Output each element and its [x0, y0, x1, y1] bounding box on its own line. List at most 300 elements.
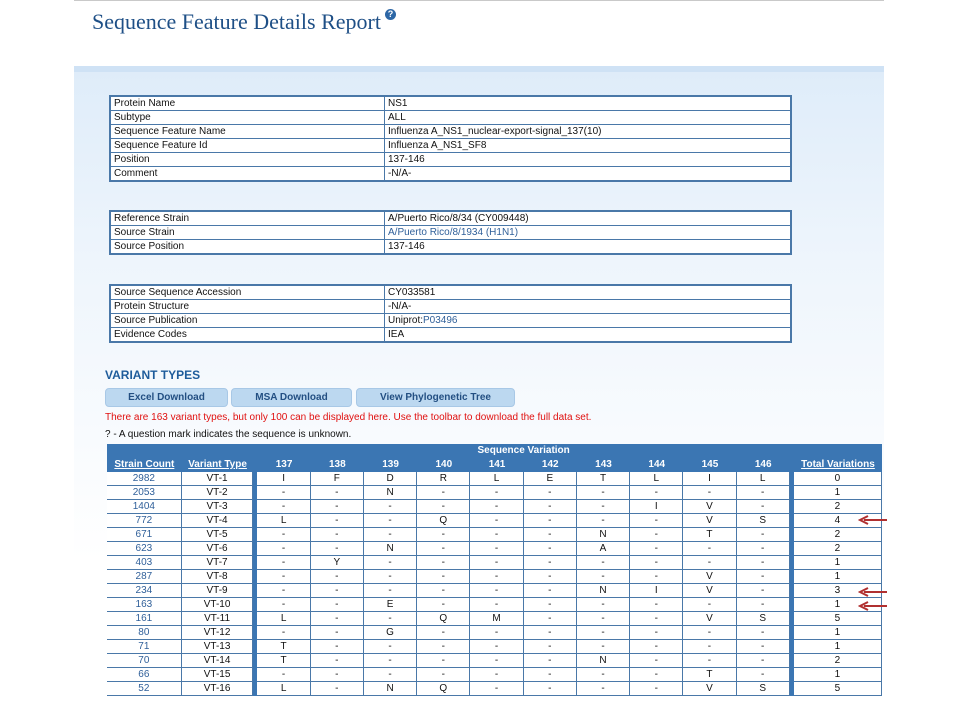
- info-row: [110, 125, 791, 139]
- msa-download-button[interactable]: MSA Download: [231, 388, 352, 407]
- sequence-cell: -: [257, 598, 310, 612]
- sequence-cell: -: [683, 626, 736, 640]
- sequence-cell: Q: [417, 514, 470, 528]
- variant-type-cell: VT-10: [182, 598, 254, 612]
- position-header-138: 138: [311, 458, 364, 472]
- table-row: [107, 528, 882, 542]
- sequence-cell: -: [737, 486, 790, 500]
- info-label: Source Position: [110, 240, 385, 255]
- info-row: [110, 328, 791, 343]
- strain-count-link[interactable]: 671: [107, 528, 182, 542]
- sequence-cell: -: [417, 528, 470, 542]
- strain-count-link[interactable]: 1404: [107, 500, 182, 514]
- total-variations-cell: 0: [794, 472, 882, 486]
- sequence-cell: -: [417, 500, 470, 514]
- total-variations-cell: 2: [794, 500, 882, 514]
- info-label: Position: [110, 153, 385, 167]
- info-value: [385, 153, 792, 167]
- strain-count-link[interactable]: 52: [107, 682, 182, 696]
- strain-count-link[interactable]: 66: [107, 668, 182, 682]
- table-row: [107, 584, 882, 598]
- sequence-cell: I: [683, 472, 736, 486]
- sequence-cell: -: [630, 514, 683, 528]
- sequence-cell: -: [524, 668, 577, 682]
- info-label: Sequence Feature Name: [110, 125, 385, 139]
- info-label: Evidence Codes: [110, 328, 385, 343]
- sequence-cell: -: [311, 584, 364, 598]
- info-value-text: -N/A-: [388, 301, 412, 312]
- sequence-cell: -: [683, 598, 736, 612]
- sequence-cell: -: [257, 486, 310, 500]
- sequence-cell: -: [470, 500, 523, 514]
- position-header-142: 142: [524, 458, 577, 472]
- sequence-cell: -: [630, 626, 683, 640]
- strain-count-link[interactable]: 772: [107, 514, 182, 528]
- sequence-cell: -: [257, 668, 310, 682]
- sequence-cell: -: [257, 556, 310, 570]
- header-spacer: [107, 444, 182, 458]
- variant-type-cell: VT-9: [182, 584, 254, 598]
- strain-count-link[interactable]: 80: [107, 626, 182, 640]
- info-row: [110, 300, 791, 314]
- sequence-cell: F: [311, 472, 364, 486]
- table-row: [107, 486, 882, 500]
- sequence-cell: V: [683, 500, 736, 514]
- variant-type-cell: VT-1: [182, 472, 254, 486]
- sequence-cell: I: [257, 472, 310, 486]
- sequence-cell: T: [577, 472, 630, 486]
- sequence-cell: -: [417, 570, 470, 584]
- sequence-cell: I: [630, 500, 683, 514]
- strain-count-link[interactable]: 71: [107, 640, 182, 654]
- sequence-cell: -: [577, 668, 630, 682]
- total-variations-cell: 2: [794, 528, 882, 542]
- sequence-cell: E: [524, 472, 577, 486]
- sequence-cell: -: [630, 654, 683, 668]
- sequence-cell: -: [257, 528, 310, 542]
- sequence-cell: N: [364, 486, 417, 500]
- sequence-cell: -: [364, 514, 417, 528]
- sequence-cell: -: [630, 682, 683, 696]
- sequence-cell: -: [524, 598, 577, 612]
- table-row: [107, 556, 882, 570]
- info-label: Comment: [110, 167, 385, 182]
- sequence-cell: -: [311, 542, 364, 556]
- sequence-cell: -: [470, 514, 523, 528]
- sequence-cell: -: [257, 570, 310, 584]
- sequence-cell: -: [630, 556, 683, 570]
- sequence-cell: N: [364, 542, 417, 556]
- strain-count-link[interactable]: 2053: [107, 486, 182, 500]
- sequence-cell: -: [737, 598, 790, 612]
- sequence-cell: -: [683, 556, 736, 570]
- variant-type-cell: VT-4: [182, 514, 254, 528]
- sequence-cell: -: [417, 668, 470, 682]
- sequence-cell: -: [311, 500, 364, 514]
- total-variations-cell: 1: [794, 486, 882, 500]
- sequence-cell: -: [524, 584, 577, 598]
- variant-type-header[interactable]: Variant Type: [182, 458, 254, 472]
- info-value: [385, 167, 792, 182]
- total-variations-cell: 3: [794, 584, 882, 598]
- sequence-cell: -: [470, 682, 523, 696]
- sequence-cell: -: [417, 640, 470, 654]
- sequence-cell: -: [470, 584, 523, 598]
- sequence-cell: Q: [417, 612, 470, 626]
- sequence-cell: -: [470, 542, 523, 556]
- arrow-vt9-icon: [858, 601, 888, 611]
- info-value-text: CY033581: [388, 287, 436, 298]
- sequence-cell: E: [364, 598, 417, 612]
- sequence-cell: G: [364, 626, 417, 640]
- sequence-cell: -: [683, 486, 736, 500]
- variant-type-cell: VT-6: [182, 542, 254, 556]
- sequence-cell: -: [737, 584, 790, 598]
- info-row: [110, 153, 791, 167]
- truncation-warning: There are 163 variant types, but only 100 can be displayed here. Use the toolbar to download the full data set.: [105, 412, 592, 423]
- info-value-text: Influenza A_NS1_nuclear-export-signal_137(10): [388, 126, 602, 137]
- sequence-cell: -: [630, 640, 683, 654]
- sequence-cell: -: [737, 654, 790, 668]
- sequence-cell: -: [683, 640, 736, 654]
- sequence-cell: S: [737, 514, 790, 528]
- sequence-cell: -: [470, 598, 523, 612]
- variant-type-cell: VT-11: [182, 612, 254, 626]
- sequence-cell: -: [683, 542, 736, 556]
- variant-type-cell: VT-7: [182, 556, 254, 570]
- sequence-cell: -: [417, 486, 470, 500]
- sequence-cell: -: [737, 570, 790, 584]
- sequence-cell: -: [257, 542, 310, 556]
- info-value: [385, 328, 792, 343]
- sequence-cell: -: [364, 556, 417, 570]
- info-value: [385, 314, 792, 328]
- info-label: Reference Strain: [110, 211, 385, 226]
- sequence-cell: L: [257, 514, 310, 528]
- sequence-cell: -: [737, 542, 790, 556]
- sequence-cell: -: [524, 682, 577, 696]
- sequence-cell: -: [311, 598, 364, 612]
- sequence-cell: -: [524, 542, 577, 556]
- sequence-cell: V: [683, 612, 736, 626]
- position-header-141: 141: [470, 458, 523, 472]
- strain-count-link[interactable]: 287: [107, 570, 182, 584]
- total-variations-cell: 1: [794, 626, 882, 640]
- position-header-144: 144: [630, 458, 683, 472]
- sequence-cell: -: [311, 570, 364, 584]
- position-header-146: 146: [737, 458, 790, 472]
- sequence-cell: -: [737, 626, 790, 640]
- table-row: [107, 514, 882, 528]
- table-row: [107, 654, 882, 668]
- info-label: Source Strain: [110, 226, 385, 240]
- sequence-cell: -: [470, 640, 523, 654]
- sequence-cell: -: [577, 486, 630, 500]
- sequence-cell: V: [683, 570, 736, 584]
- sequence-cell: -: [737, 528, 790, 542]
- variant-types-table: [107, 444, 882, 696]
- sequence-cell: -: [311, 486, 364, 500]
- sequence-cell: -: [524, 570, 577, 584]
- sequence-cell: -: [737, 640, 790, 654]
- info-row: [110, 285, 791, 300]
- question-mark-note: ? - A question mark indicates the sequence is unknown.: [105, 429, 352, 440]
- sequence-cell: -: [417, 556, 470, 570]
- info-value: [385, 125, 792, 139]
- header-spacer: [182, 444, 254, 458]
- variant-type-cell: VT-2: [182, 486, 254, 500]
- sequence-cell: -: [257, 500, 310, 514]
- variant-type-cell: VT-13: [182, 640, 254, 654]
- sequence-cell: Q: [417, 682, 470, 696]
- info-row: [110, 226, 791, 240]
- sequence-cell: -: [311, 612, 364, 626]
- publication-link[interactable]: P03496: [423, 315, 458, 326]
- strain-count-link[interactable]: 163: [107, 598, 182, 612]
- strain-count-link[interactable]: 234: [107, 584, 182, 598]
- total-variations-cell: 2: [794, 654, 882, 668]
- sequence-cell: -: [470, 626, 523, 640]
- sequence-cell: -: [364, 654, 417, 668]
- sequence-cell: -: [257, 626, 310, 640]
- sequence-variation-header: Sequence Variation: [257, 444, 789, 458]
- info-value: [385, 300, 792, 314]
- sequence-cell: N: [364, 682, 417, 696]
- protein-info-table: [109, 95, 792, 182]
- variant-type-cell: VT-8: [182, 570, 254, 584]
- sequence-cell: -: [737, 500, 790, 514]
- total-variations-cell: 5: [794, 612, 882, 626]
- variant-type-cell: VT-3: [182, 500, 254, 514]
- info-value: [385, 285, 792, 300]
- sequence-cell: -: [683, 654, 736, 668]
- sequence-cell: -: [311, 514, 364, 528]
- sequence-cell: S: [737, 612, 790, 626]
- sequence-cell: -: [737, 668, 790, 682]
- variant-type-cell: VT-14: [182, 654, 254, 668]
- info-value: [385, 111, 792, 125]
- page-title-text: Sequence Feature Details Report: [92, 9, 381, 34]
- sequence-cell: A: [577, 542, 630, 556]
- info-row: [110, 314, 791, 328]
- sequence-cell: -: [524, 500, 577, 514]
- info-value-text: 137-146: [388, 154, 425, 165]
- sequence-cell: -: [364, 570, 417, 584]
- sequence-cell: -: [630, 528, 683, 542]
- sequence-cell: -: [364, 612, 417, 626]
- help-icon[interactable]: ?: [385, 9, 396, 20]
- variant-type-cell: VT-16: [182, 682, 254, 696]
- sequence-cell: -: [524, 556, 577, 570]
- sequence-cell: -: [524, 486, 577, 500]
- info-label: Sequence Feature Id: [110, 139, 385, 153]
- sequence-cell: Y: [311, 556, 364, 570]
- sequence-cell: -: [737, 556, 790, 570]
- sequence-cell: -: [470, 556, 523, 570]
- sequence-cell: -: [524, 528, 577, 542]
- info-row: [110, 211, 791, 226]
- sequence-cell: V: [683, 584, 736, 598]
- table-row: [107, 668, 882, 682]
- position-header-143: 143: [577, 458, 630, 472]
- info-label: Source Publication: [110, 314, 385, 328]
- sequence-cell: V: [683, 514, 736, 528]
- sequence-cell: -: [470, 668, 523, 682]
- sequence-cell: T: [683, 668, 736, 682]
- info-value-text: -N/A-: [388, 168, 412, 179]
- info-label: Protein Name: [110, 96, 385, 111]
- total-variations-cell: 4: [794, 514, 882, 528]
- info-value: [385, 240, 792, 255]
- sequence-cell: -: [364, 668, 417, 682]
- sequence-cell: -: [577, 640, 630, 654]
- sequence-cell: S: [737, 682, 790, 696]
- sequence-cell: -: [577, 500, 630, 514]
- sequence-cell: -: [470, 570, 523, 584]
- sequence-cell: -: [311, 654, 364, 668]
- sequence-cell: -: [630, 542, 683, 556]
- sequence-cell: -: [417, 626, 470, 640]
- sequence-cell: -: [577, 514, 630, 528]
- sequence-cell: D: [364, 472, 417, 486]
- sequence-cell: L: [470, 472, 523, 486]
- sequence-cell: L: [257, 682, 310, 696]
- info-value: [385, 139, 792, 153]
- position-header-140: 140: [417, 458, 470, 472]
- sequence-cell: -: [524, 626, 577, 640]
- header-spacer: [794, 444, 882, 458]
- info-label: Source Sequence Accession: [110, 285, 385, 300]
- info-row: [110, 111, 791, 125]
- sequence-cell: N: [577, 528, 630, 542]
- info-value-text: A/Puerto Rico/8/34 (CY009448): [388, 213, 529, 224]
- sequence-cell: N: [577, 584, 630, 598]
- strain-count-link[interactable]: 403: [107, 556, 182, 570]
- table-row: [107, 570, 882, 584]
- sequence-cell: -: [577, 556, 630, 570]
- variant-type-cell: VT-5: [182, 528, 254, 542]
- sequence-cell: -: [364, 528, 417, 542]
- strain-info-table: [109, 210, 792, 255]
- sequence-cell: R: [417, 472, 470, 486]
- arrow-vt8-icon: [858, 587, 888, 597]
- info-value-text: Influenza A_NS1_SF8: [388, 140, 487, 151]
- sequence-cell: -: [417, 598, 470, 612]
- info-value-text: NS1: [388, 98, 408, 109]
- sequence-cell: -: [257, 584, 310, 598]
- sequence-cell: L: [257, 612, 310, 626]
- info-row: [110, 167, 791, 182]
- sequence-cell: -: [630, 570, 683, 584]
- sequence-cell: -: [417, 654, 470, 668]
- total-variations-cell: 5: [794, 682, 882, 696]
- sequence-cell: T: [257, 640, 310, 654]
- position-header-145: 145: [683, 458, 736, 472]
- sequence-cell: -: [524, 612, 577, 626]
- total-variations-cell: 2: [794, 542, 882, 556]
- info-row: [110, 240, 791, 255]
- strain-count-link[interactable]: 2982: [107, 472, 182, 486]
- sequence-cell: -: [417, 542, 470, 556]
- excel-download-button[interactable]: Excel Download: [105, 388, 228, 407]
- info-value: [385, 226, 792, 240]
- sequence-cell: -: [524, 654, 577, 668]
- sequence-cell: -: [630, 668, 683, 682]
- source-strain-link[interactable]: A/Puerto Rico/8/1934 (H1N1): [388, 227, 519, 238]
- strain-count-link[interactable]: 70: [107, 654, 182, 668]
- info-value-text: ALL: [388, 112, 406, 123]
- sequence-cell: -: [470, 528, 523, 542]
- total-variations-header[interactable]: Total Variations: [794, 458, 882, 472]
- sequence-cell: T: [683, 528, 736, 542]
- sequence-cell: -: [524, 514, 577, 528]
- arrow-vt3-icon: [858, 515, 888, 525]
- table-row: [107, 500, 882, 514]
- total-variations-cell: 1: [794, 570, 882, 584]
- total-variations-cell: 1: [794, 556, 882, 570]
- total-variations-cell: 1: [794, 598, 882, 612]
- sequence-cell: -: [577, 682, 630, 696]
- total-variations-cell: 1: [794, 640, 882, 654]
- info-value: [385, 96, 792, 111]
- sequence-cell: -: [311, 528, 364, 542]
- strain-count-link[interactable]: 161: [107, 612, 182, 626]
- sequence-cell: -: [364, 584, 417, 598]
- sequence-cell: -: [577, 612, 630, 626]
- sequence-cell: V: [683, 682, 736, 696]
- table-row: [107, 626, 882, 640]
- sequence-cell: N: [577, 654, 630, 668]
- position-header-137: 137: [257, 458, 310, 472]
- sequence-cell: M: [470, 612, 523, 626]
- info-label: Subtype: [110, 111, 385, 125]
- table-row: [107, 682, 882, 696]
- total-variations-cell: 1: [794, 668, 882, 682]
- report-page: [74, 0, 884, 720]
- sequence-cell: -: [470, 654, 523, 668]
- table-row: [107, 598, 882, 612]
- sequence-cell: -: [311, 626, 364, 640]
- sequence-cell: L: [630, 472, 683, 486]
- info-value-text: 137-146: [388, 241, 425, 252]
- sequence-cell: -: [577, 570, 630, 584]
- info-row: [110, 96, 791, 111]
- strain-count-header[interactable]: Strain Count: [107, 458, 182, 472]
- sequence-cell: -: [311, 682, 364, 696]
- info-row: [110, 139, 791, 153]
- variant-type-cell: VT-15: [182, 668, 254, 682]
- table-row: [107, 472, 882, 486]
- variant-types-heading: VARIANT TYPES: [105, 368, 201, 382]
- view-phylogenetic-tree-button[interactable]: View Phylogenetic Tree: [356, 388, 515, 407]
- info-value-text: IEA: [388, 329, 405, 340]
- strain-count-link[interactable]: 623: [107, 542, 182, 556]
- table-row: [107, 612, 882, 626]
- sequence-cell: -: [577, 626, 630, 640]
- sequence-cell: -: [417, 584, 470, 598]
- sequence-cell: -: [630, 598, 683, 612]
- page-title: [92, 9, 396, 35]
- header-divider: [74, 66, 884, 72]
- position-header-139: 139: [364, 458, 417, 472]
- table-row: [107, 542, 882, 556]
- sequence-cell: -: [630, 612, 683, 626]
- sequence-cell: -: [364, 640, 417, 654]
- sequence-cell: I: [630, 584, 683, 598]
- info-label: Protein Structure: [110, 300, 385, 314]
- sequence-cell: -: [311, 640, 364, 654]
- sequence-cell: -: [311, 668, 364, 682]
